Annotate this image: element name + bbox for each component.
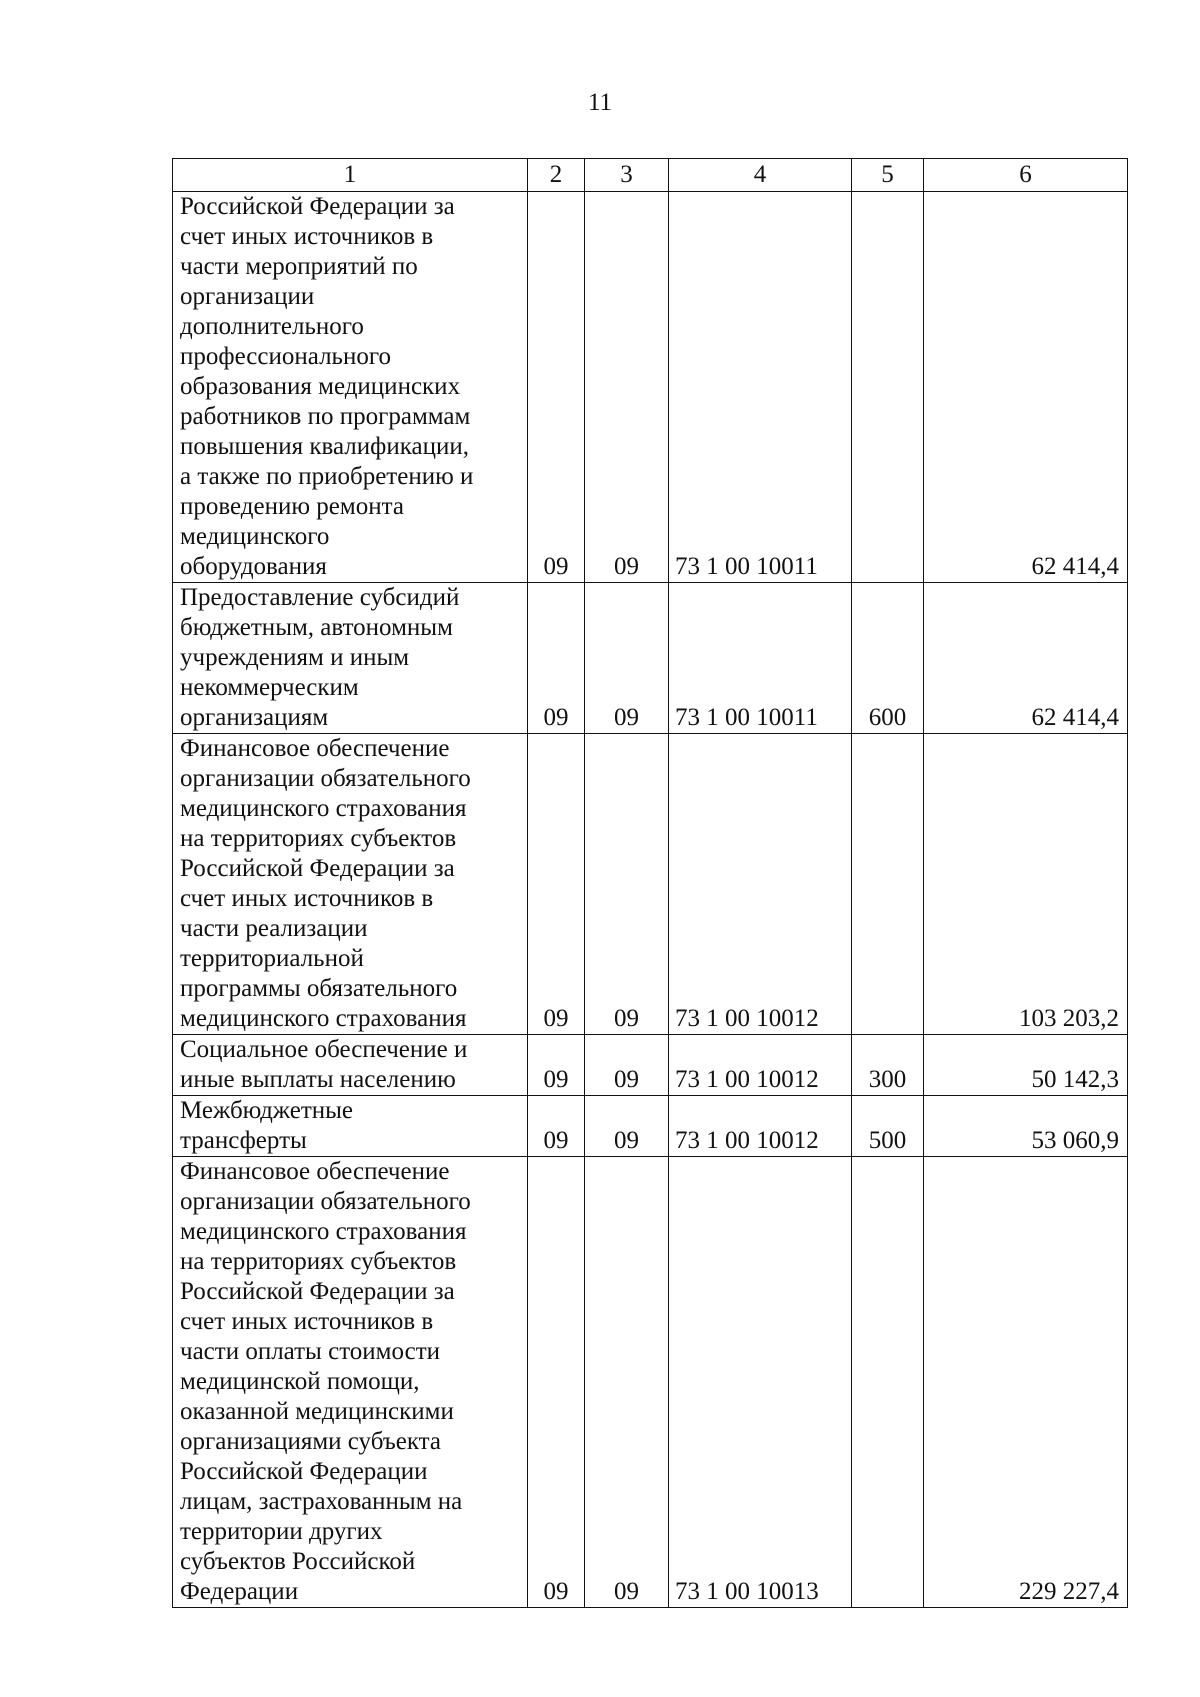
subsection-code-cell: 09 xyxy=(585,583,669,734)
subsection-code-cell: 09 xyxy=(585,1157,669,1608)
expense-type-cell: 500 xyxy=(852,1096,924,1157)
expense-type-cell xyxy=(852,192,924,583)
table-row xyxy=(173,192,1128,583)
section-code-cell: 09 xyxy=(528,1035,585,1096)
amount-cell: 62 414,4 xyxy=(924,192,1128,583)
subsection-code-cell: 09 xyxy=(585,734,669,1035)
column-header: 4 xyxy=(669,159,852,192)
section-code-cell: 09 xyxy=(528,734,585,1035)
table-header-row xyxy=(173,159,1128,192)
row-description: Российской Федерации за счет иных источников в части мероприятий по организации дополнительного профессионального образования медицинских работников по программам повышения квалификации, а также по приобретению и проведению ремонта медицинского оборудования xyxy=(180,193,474,580)
subsection-code-cell: 09 xyxy=(585,1096,669,1157)
target-article-cell: 73 1 00 10012 xyxy=(669,734,852,1035)
row-description: Межбюджетные трансферты xyxy=(180,1097,354,1154)
row-description-cell xyxy=(173,1096,528,1157)
row-description: Социальное обеспечение и иные выплаты населению xyxy=(180,1036,468,1093)
target-article-cell: 73 1 00 10013 xyxy=(669,1157,852,1608)
column-header: 2 xyxy=(528,159,585,192)
expense-type-cell xyxy=(852,1157,924,1608)
budget-table xyxy=(172,158,1128,1608)
section-code-cell: 09 xyxy=(528,1096,585,1157)
row-description-cell xyxy=(173,1157,528,1608)
row-description: Финансовое обеспечение организации обязательного медицинского страхования на территориях субъектов Российской Федерации за счет иных источников в части реализации территориальной программы обязательного медицинского страхования xyxy=(180,735,471,1032)
table-row xyxy=(173,583,1128,734)
row-description-cell xyxy=(173,192,528,583)
table-row xyxy=(173,734,1128,1035)
expense-type-cell: 600 xyxy=(852,583,924,734)
amount-cell: 50 142,3 xyxy=(924,1035,1128,1096)
section-code-cell: 09 xyxy=(528,583,585,734)
target-article-cell: 73 1 00 10011 xyxy=(669,192,852,583)
row-description-cell xyxy=(173,734,528,1035)
row-description: Финансовое обеспечение организации обязательного медицинского страхования на территориях субъектов Российской Федерации за счет иных источников в части оплаты стоимости медицинской помощи, оказанной медицинскими организациями субъекта Российской Федерации лицам, застрахованным на территории других субъектов Российской Федерации xyxy=(180,1158,471,1605)
column-header: 1 xyxy=(173,159,528,192)
table-row xyxy=(173,1157,1128,1608)
column-header: 3 xyxy=(585,159,669,192)
section-code-cell: 09 xyxy=(528,1157,585,1608)
subsection-code-cell: 09 xyxy=(585,192,669,583)
row-description-cell xyxy=(173,583,528,734)
amount-cell: 229 227,4 xyxy=(924,1157,1128,1608)
target-article-cell: 73 1 00 10011 xyxy=(669,583,852,734)
target-article-cell: 73 1 00 10012 xyxy=(669,1035,852,1096)
expense-type-cell xyxy=(852,734,924,1035)
row-description: Предоставление субсидий бюджетным, автономным учреждениям и иным некоммерческим организациям xyxy=(180,584,460,731)
page-number: 11 xyxy=(587,89,613,116)
column-header: 6 xyxy=(924,159,1128,192)
expense-type-cell: 300 xyxy=(852,1035,924,1096)
row-description-cell xyxy=(173,1035,528,1096)
column-header: 5 xyxy=(852,159,924,192)
section-code-cell: 09 xyxy=(528,192,585,583)
subsection-code-cell: 09 xyxy=(585,1035,669,1096)
amount-cell: 103 203,2 xyxy=(924,734,1128,1035)
amount-cell: 62 414,4 xyxy=(924,583,1128,734)
table-row xyxy=(173,1096,1128,1157)
target-article-cell: 73 1 00 10012 xyxy=(669,1096,852,1157)
table-row xyxy=(173,1035,1128,1096)
amount-cell: 53 060,9 xyxy=(924,1096,1128,1157)
